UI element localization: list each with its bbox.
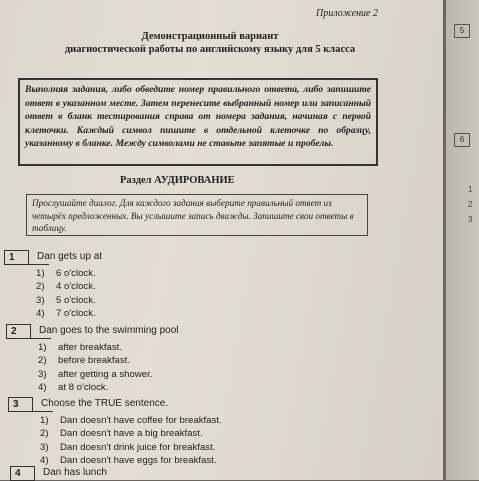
listening-instruction-box (26, 194, 368, 236)
option-item[interactable]: 1) Dan doesn't have coffee for breakfast. (40, 415, 222, 426)
option-list (38, 341, 152, 395)
option-item[interactable]: 2) 4 o'clock. (36, 281, 96, 293)
question-number-box[interactable]: 2 (6, 324, 31, 339)
appendix-label: Приложение 2 (316, 8, 378, 19)
section-title: Раздел АУДИРОВАНИЕ (120, 175, 235, 186)
question-underline (31, 338, 51, 339)
margin-mark: 3 (468, 215, 473, 224)
option-item[interactable]: 1) after breakfast. (38, 342, 122, 353)
question-number-box[interactable]: 1 (4, 250, 29, 265)
option-item[interactable]: 2) Dan doesn't have a big breakfast. (40, 428, 203, 440)
option-item[interactable]: 3) Dan doesn't drink juice for breakfast. (40, 441, 216, 453)
answer-box: 5 (454, 24, 470, 38)
option-list (40, 414, 222, 468)
option-item[interactable]: 4) Dan doesn't have eggs for breakfast. (40, 455, 217, 467)
page-title (40, 30, 380, 56)
title-line-1: Демонстрационный вариант (141, 31, 279, 42)
adjacent-page-edge (446, 0, 479, 480)
question-text: Dan goes to the swimming pool (39, 325, 179, 336)
instructions-text: Выполняя задания, либо обведите номер правильного ответа, либо запишите ответ в указанном месте. Затем перенесите выбранный номер или записанный ответ в бланк тестирования справа от номера задания, начиная с первой клеточки. Каждый символ пишите в отдельной клеточке по образцу, указанному в бланке. Между символами не ставьте запятые и пробелы. (25, 84, 371, 150)
option-item[interactable]: 3) after getting a shower. (38, 368, 153, 380)
option-item[interactable]: 3) 5 o'clock. (36, 294, 96, 306)
question-text: Dan gets up at (37, 251, 103, 262)
option-item[interactable]: 2) before breakfast. (38, 355, 130, 367)
question-text: Choose the TRUE sentence. (41, 398, 169, 409)
option-item[interactable]: 4) at 8 o'clock. (38, 382, 109, 394)
question-underline (29, 264, 49, 265)
listening-instruction-text: Прослушайте диалог. Для каждого задания выберите правильный ответ из четырёх предложенных. Вы услышите запись дважды. Запишите свои ответы в таблицу. (32, 198, 354, 233)
margin-mark: 2 (468, 200, 473, 209)
option-item[interactable]: 4) 7 o'clock. (36, 308, 96, 320)
instructions-box (18, 78, 378, 166)
title-line-2: диагностической работы по английскому языку для 5 класса (64, 44, 356, 55)
margin-mark: 1 (468, 185, 473, 194)
question-number-box[interactable]: 3 (8, 397, 33, 412)
option-list (36, 267, 96, 321)
option-item[interactable]: 1) 6 o'clock. (36, 268, 96, 279)
question-text: Dan has lunch (43, 467, 107, 478)
answer-box: 6 (454, 133, 470, 147)
question-number-box[interactable]: 4 (10, 466, 35, 481)
question-underline (33, 411, 53, 412)
